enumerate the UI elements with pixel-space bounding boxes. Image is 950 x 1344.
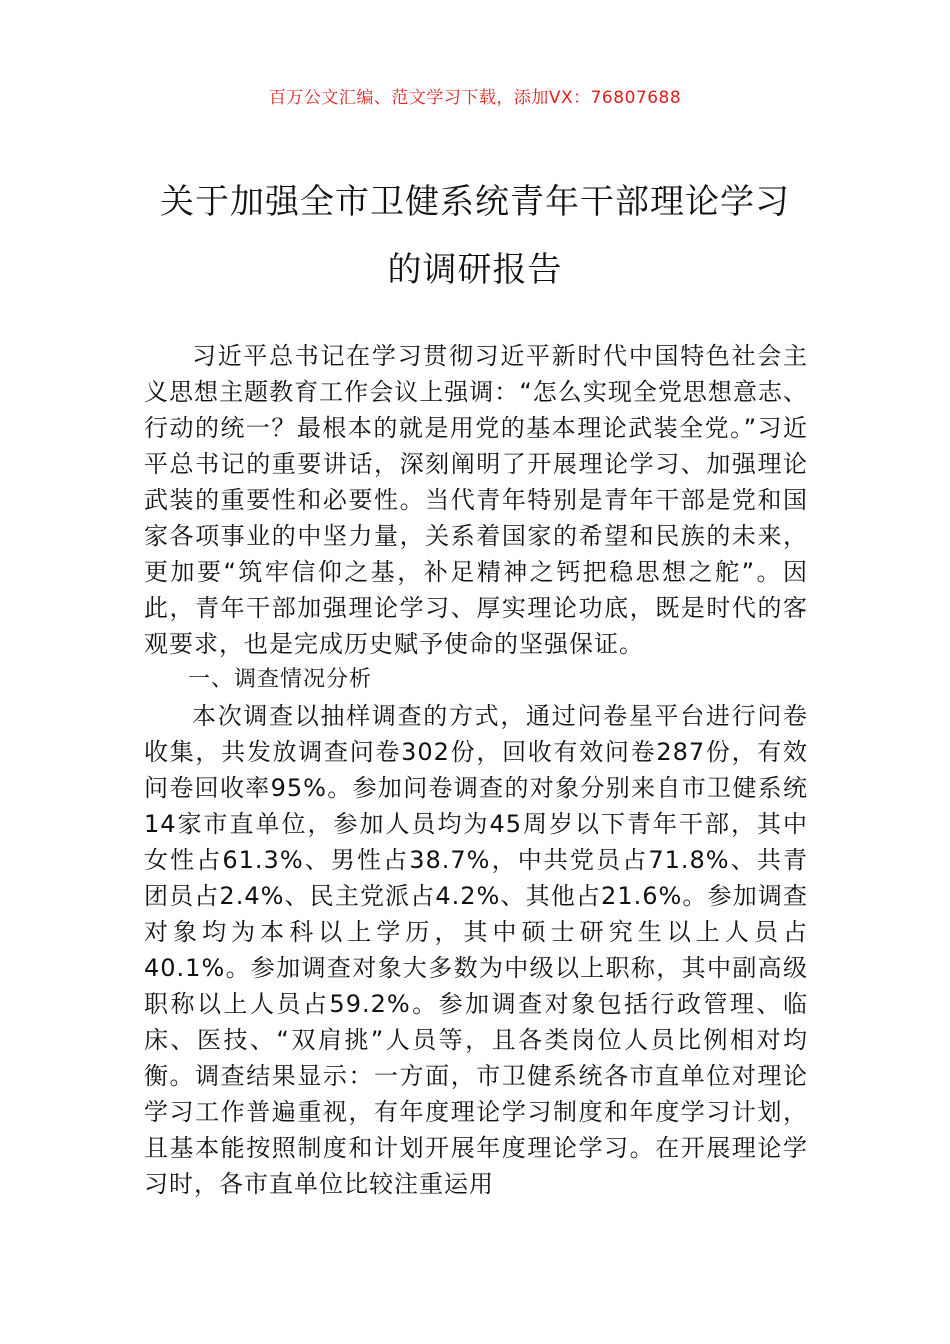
header-note: 百万公文汇编、范文学习下载，添加VX：76807688: [268, 88, 682, 108]
section-heading: 一、调查情况分析: [188, 667, 373, 692]
intro-paragraph: 习近平总书记在学习贯彻习近平新时代中国特色社会主义思想主题教育工作会议上强调：“怎么实现全党思想意志、行动的统一？最根本的就是用党的基本理论武装全党。”习近平总书记的重要讲话，深刻阐明了开展理论学习、加强理论武装的重要性和必要性。当代青年特别是青年干部是党和国家各项事业的中坚力量，关系着国家的希望和民族的未来，更加要“筑牢信仰之基，补足精神之钙把稳思想之舵”。因此，青年干部加强理论学习、厚实理论功底，既是时代的客观要求，也是完成历史赋予使命的坚强保证。: [144, 342, 808, 658]
document-body: [144, 338, 808, 1202]
document-title-line-1: 关于加强全市卫健系统青年干部理论学习: [160, 182, 790, 222]
document-title-line-2: 的调研报告: [387, 250, 563, 290]
section-paragraph: 本次调查以抽样调查的方式，通过问卷星平台进行问卷收集，共发放调查问卷302份，回收有效问卷287份，有效问卷回收率95%。参加问卷调查的对象分别来自市卫健系统14家市直单位，参加人员均为45周岁以下青年干部，其中女性占61.3%、男性占38.7%，中共党员占71.8%、共青团员占2.4%、民主党派占4.2%、其他占21.6%。参加调查对象均为本科以上学历，其中硕士研究生以上人员占40.1%。参加调查对象大多数为中级以上职称，其中副高级职称以上人员占59.2%。参加调查对象包括行政管理、临床、医技、“双肩挑”人员等，且各类岗位人员比例相对均衡。调查结果显示：一方面，市卫健系统各市直单位对理论学习工作普遍重视，有年度理论学习制度和年度学习计划，且基本能按照制度和计划开展年度理论学习。在开展理论学习时，各市直单位比较注重运用: [144, 702, 808, 1198]
